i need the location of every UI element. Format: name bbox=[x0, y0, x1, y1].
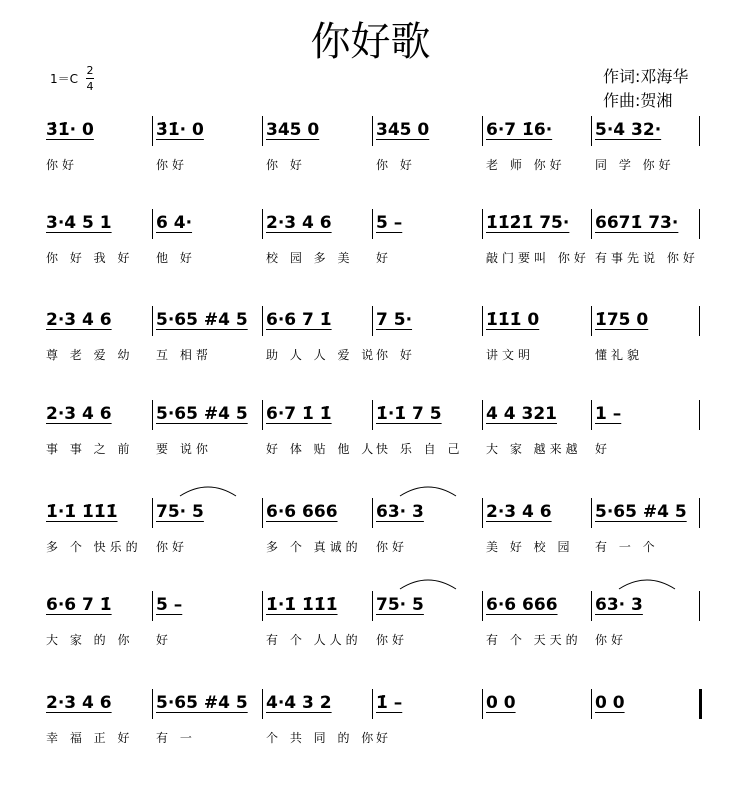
barline bbox=[372, 209, 373, 239]
barline bbox=[699, 306, 700, 336]
measure-notes: 5·65 #4 5 bbox=[156, 404, 248, 424]
measure-notes: 6·6 666 bbox=[486, 595, 558, 615]
measure bbox=[156, 496, 204, 528]
barline bbox=[372, 400, 373, 430]
measure bbox=[156, 207, 192, 239]
score-system bbox=[0, 304, 741, 384]
measure-notes: 5 – bbox=[376, 213, 403, 233]
measure-notes: 75· 5 bbox=[156, 502, 204, 522]
barline bbox=[372, 116, 373, 146]
barline bbox=[262, 400, 263, 430]
measure-notes: 1̇75 0 bbox=[595, 310, 649, 330]
measure bbox=[376, 398, 442, 430]
measure-notes: 6·7 1̇6· bbox=[486, 120, 553, 140]
barline bbox=[262, 498, 263, 528]
lyric: 互 相帮 bbox=[156, 348, 212, 362]
score-system bbox=[0, 496, 741, 576]
measure-notes: 5·65 #4 5 bbox=[156, 310, 248, 330]
score-system bbox=[0, 398, 741, 478]
lyric: 你好 bbox=[156, 540, 189, 554]
barline bbox=[591, 498, 592, 528]
barline bbox=[699, 689, 702, 719]
lyric: 幸 福 正 好 bbox=[46, 731, 134, 745]
measure-notes: 6671̇ 73· bbox=[595, 213, 679, 233]
lyric: 你 好 bbox=[376, 348, 416, 362]
measure bbox=[486, 589, 558, 621]
barline bbox=[591, 209, 592, 239]
lyric: 多 个 真诚的 bbox=[266, 540, 362, 554]
lyric: 有 个 人人的 bbox=[266, 633, 362, 647]
lyric: 讲文明 bbox=[486, 348, 535, 362]
barline bbox=[152, 116, 153, 146]
lyric: 多 个 快乐的 bbox=[46, 540, 142, 554]
measure-notes: 0 0 bbox=[486, 693, 516, 713]
measure bbox=[156, 589, 182, 621]
measure-notes: 6·6 7 1̇ bbox=[46, 595, 112, 615]
song-title: 你好歌 bbox=[310, 19, 431, 65]
barline bbox=[152, 306, 153, 336]
lyric: 你好 bbox=[156, 158, 189, 172]
measure bbox=[595, 589, 643, 621]
barline bbox=[482, 209, 483, 239]
measure bbox=[266, 687, 332, 719]
barline bbox=[372, 689, 373, 719]
lyricist-credit: 作词:邓海华 bbox=[603, 67, 689, 86]
measure bbox=[595, 114, 661, 146]
measure-notes: 5·65 #4 5 bbox=[156, 693, 248, 713]
measure-notes: 2·3 4 6 bbox=[46, 404, 112, 424]
lyric: 大 家 的 你 bbox=[46, 633, 134, 647]
measure-notes: 5 – bbox=[156, 595, 183, 615]
measure-notes: 2·3 4 6 bbox=[46, 693, 112, 713]
measure-notes: 6 4· bbox=[156, 213, 193, 233]
lyric: 快 乐 自 己 bbox=[376, 442, 464, 456]
lyric: 你好 bbox=[595, 633, 628, 647]
barline bbox=[482, 400, 483, 430]
barline bbox=[591, 306, 592, 336]
score-system bbox=[0, 589, 741, 669]
key-text: 1＝C bbox=[50, 72, 79, 86]
slur-mark bbox=[398, 482, 458, 498]
lyric: 你 好 我 好 bbox=[46, 251, 134, 265]
barline bbox=[482, 591, 483, 621]
measure bbox=[266, 398, 332, 430]
lyric: 你好 bbox=[376, 633, 409, 647]
lyric: 有事先说 你好 bbox=[595, 251, 699, 265]
measure bbox=[266, 589, 338, 621]
lyric: 有 一 bbox=[156, 731, 196, 745]
barline bbox=[152, 591, 153, 621]
measure-notes: 3̇1̇· 0 bbox=[156, 120, 204, 140]
measure bbox=[376, 304, 412, 336]
barline bbox=[699, 498, 700, 528]
measure-notes: 345 0 bbox=[266, 120, 320, 140]
measure bbox=[486, 687, 516, 719]
measure bbox=[46, 114, 94, 146]
measure bbox=[266, 304, 332, 336]
lyric: 有 个 天天的 bbox=[486, 633, 582, 647]
barline bbox=[699, 209, 700, 239]
lyric: 他 好 bbox=[156, 251, 196, 265]
measure bbox=[376, 207, 402, 239]
measure bbox=[486, 304, 539, 336]
lyric: 好 bbox=[156, 633, 173, 647]
measure-notes: 4·4 3 2 bbox=[266, 693, 332, 713]
barline bbox=[152, 689, 153, 719]
measure bbox=[266, 207, 332, 239]
measure-notes: 1̇ – bbox=[376, 693, 403, 713]
measure bbox=[46, 398, 112, 430]
measure-notes: 1̇·1̇ 7 5 bbox=[376, 404, 442, 424]
score-system bbox=[0, 114, 741, 194]
time-denominator: 4 bbox=[86, 80, 94, 93]
lyric: 敲门要叫 你好 bbox=[486, 251, 590, 265]
measure bbox=[46, 304, 112, 336]
lyric: 好 bbox=[376, 731, 393, 745]
measure bbox=[595, 398, 621, 430]
measure-notes: 1 – bbox=[595, 404, 622, 424]
time-signature bbox=[86, 64, 94, 93]
slur-mark bbox=[178, 482, 238, 498]
measure bbox=[595, 207, 678, 239]
measure-notes: 7 5· bbox=[376, 310, 413, 330]
measure-notes: 6·6 666 bbox=[266, 502, 338, 522]
measure-notes: 345 0 bbox=[376, 120, 430, 140]
measure bbox=[156, 114, 204, 146]
barline bbox=[482, 689, 483, 719]
measure bbox=[376, 589, 424, 621]
measure-notes: 4 4 321 bbox=[486, 404, 557, 424]
lyric: 事 事 之 前 bbox=[46, 442, 134, 456]
barline bbox=[262, 689, 263, 719]
lyric: 大 家 越来越 bbox=[486, 442, 582, 456]
barline bbox=[262, 209, 263, 239]
measure bbox=[486, 114, 552, 146]
measure-notes: 6·6 7 1̇ bbox=[266, 310, 332, 330]
measure-notes: 63· 3 bbox=[595, 595, 643, 615]
lyric: 要 说你 bbox=[156, 442, 212, 456]
measure bbox=[486, 398, 557, 430]
lyric: 尊 老 爱 幼 bbox=[46, 348, 134, 362]
measure-notes: 5·65 #4 5 bbox=[595, 502, 687, 522]
measure bbox=[376, 114, 429, 146]
barline bbox=[372, 498, 373, 528]
measure bbox=[595, 304, 648, 336]
lyric: 你好 bbox=[46, 158, 79, 172]
measure-notes: 1̇1̇1̇ 0 bbox=[486, 310, 540, 330]
lyric: 同 学 你好 bbox=[595, 158, 675, 172]
barline bbox=[262, 591, 263, 621]
lyric: 你 好 bbox=[376, 158, 416, 172]
lyric: 个 共 同 的 你 bbox=[266, 731, 378, 745]
composer-credit: 作曲:贺湘 bbox=[603, 91, 673, 110]
measure-notes: 3·4 5 1 bbox=[46, 213, 112, 233]
measure bbox=[376, 687, 402, 719]
lyric: 老 师 你好 bbox=[486, 158, 566, 172]
barline bbox=[591, 400, 592, 430]
key-signature bbox=[50, 64, 94, 93]
barline bbox=[591, 591, 592, 621]
measure bbox=[46, 687, 112, 719]
lyric: 你 好 bbox=[266, 158, 306, 172]
barline bbox=[699, 591, 700, 621]
slur-mark bbox=[398, 575, 458, 591]
lyric: 有 一 个 bbox=[595, 540, 659, 554]
lyric: 你好 bbox=[376, 540, 409, 554]
barline bbox=[262, 116, 263, 146]
measure bbox=[46, 207, 112, 239]
measure-notes: 2·3 4 6 bbox=[46, 310, 112, 330]
barline bbox=[482, 306, 483, 336]
measure bbox=[595, 687, 625, 719]
measure-notes: 1̇·1̇ 1̇1̇1̇ bbox=[46, 502, 118, 522]
measure bbox=[486, 496, 552, 528]
barline bbox=[482, 498, 483, 528]
score-system bbox=[0, 687, 741, 767]
lyric: 美 好 校 园 bbox=[486, 540, 574, 554]
measure-notes: 0 0 bbox=[595, 693, 625, 713]
lyric: 校 园 多 美 bbox=[266, 251, 354, 265]
measure bbox=[376, 496, 424, 528]
measure bbox=[156, 304, 248, 336]
measure-notes: 1̇1̇2̇1̇ 75· bbox=[486, 213, 570, 233]
measure-notes: 75· 5 bbox=[376, 595, 424, 615]
lyric: 助 人 人 爱 说 bbox=[266, 348, 378, 362]
barline bbox=[699, 116, 700, 146]
time-numerator: 2 bbox=[86, 64, 94, 77]
measure bbox=[156, 398, 248, 430]
measure bbox=[266, 496, 338, 528]
measure-notes: 5·4 32· bbox=[595, 120, 662, 140]
lyric: 好 bbox=[376, 251, 393, 265]
slur-mark bbox=[617, 575, 677, 591]
measure-notes: 1̇·1̇ 1̇1̇1̇ bbox=[266, 595, 338, 615]
lyric: 好 bbox=[595, 442, 612, 456]
barline bbox=[699, 400, 700, 430]
barline bbox=[482, 116, 483, 146]
measure bbox=[46, 589, 112, 621]
measure-notes: 2·3 4 6 bbox=[486, 502, 552, 522]
measure-notes: 63· 3 bbox=[376, 502, 424, 522]
measure bbox=[46, 496, 118, 528]
barline bbox=[591, 116, 592, 146]
measure bbox=[266, 114, 319, 146]
lyric: 懂礼貌 bbox=[595, 348, 644, 362]
measure bbox=[156, 687, 248, 719]
measure-notes: 3̇1̇· 0 bbox=[46, 120, 94, 140]
barline bbox=[152, 498, 153, 528]
measure-notes: 6·7 1̇ 1̇ bbox=[266, 404, 332, 424]
score-system bbox=[0, 207, 741, 287]
lyric: 好 体 贴 他 人 bbox=[266, 442, 378, 456]
barline bbox=[372, 591, 373, 621]
measure bbox=[595, 496, 687, 528]
measure-notes: 2·3 4 6 bbox=[266, 213, 332, 233]
measure bbox=[486, 207, 569, 239]
barline bbox=[591, 689, 592, 719]
barline bbox=[372, 306, 373, 336]
barline bbox=[152, 209, 153, 239]
barline bbox=[152, 400, 153, 430]
barline bbox=[262, 306, 263, 336]
